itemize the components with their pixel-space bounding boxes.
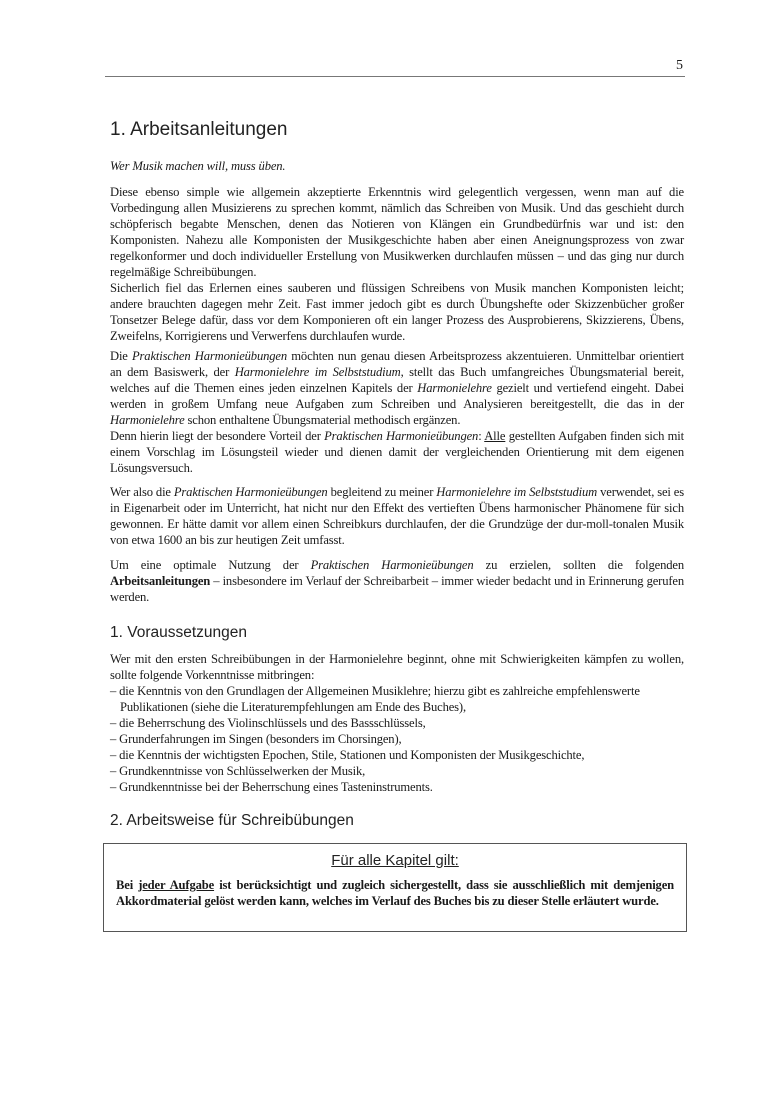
text-run: gezielt und vertiefend eingeht. Dabei werden in großem Umfang neue Aufgaben zum Schreiben und Analysieren bereitgestellt, die das in der: [110, 381, 684, 411]
paragraph: [110, 557, 684, 605]
list-item: – die Beherrschung des Violinschlüssels und des Bassschlüssels,: [110, 716, 426, 730]
box-title: Für alle Kapitel gilt:: [331, 852, 459, 869]
italic-text: Praktischen Harmonieübungen: [324, 429, 479, 443]
text-run: Um eine optimale Nutzung der: [110, 558, 311, 572]
prerequisites-intro: Wer mit den ersten Schreibübungen in der Harmonielehre beginnt, ohne mit Schwierigkeiten kämpfen zu wollen, sollte folgende Vorkenntnisse mitbringen:: [110, 652, 684, 682]
prerequisites-list: [110, 683, 684, 795]
rule-box: [103, 843, 687, 932]
page-number: 5: [676, 58, 683, 73]
text-run: :: [478, 429, 485, 443]
text-run: verwendet, sei es in Eigenarbeit oder im Unterricht, hat nicht nur den Effekt des vertieften Übens harmonischer Phänomene für sich gewonnen. Er hätte damit vor allem einen Schreibkurs durchlaufen, der die Grundzüge der dur-moll-tonalen Musik von etwa 1600 an bis zur heutigen Zeit umfasst.: [110, 485, 684, 547]
text-run: möchten nun genau diesen Arbeitsprozess akzentuieren. Unmittelbar orientiert an dem Basiswerk, der: [110, 349, 684, 379]
text-run: ist berücksichtigt und zugleich sichergestellt, dass sie ausschließlich mit demjenigen Akkordmaterial gelöst werden kann, welches im Verlauf des Buches bis zu dieser Stelle erläutert wurde.: [116, 878, 675, 908]
paragraph: [110, 348, 684, 476]
italic-text: Harmonielehre im Selbststudium: [234, 365, 401, 379]
text-run: – insbesondere im Verlauf der Schreibarbeit – immer wieder bedacht und in Erinnerung gerufen werden.: [110, 574, 684, 604]
list-item: – Grunderfahrungen im Singen (besonders im Chorsingen),: [110, 732, 402, 746]
list-item: – die Kenntnis der wichtigsten Epochen, Stile, Stationen und Komponisten der Musikgeschichte,: [110, 748, 585, 762]
header-rule: [105, 76, 685, 77]
chapter-title: 1. Arbeitsanleitungen: [110, 119, 288, 140]
underlined-text: jeder Aufgabe: [138, 878, 215, 892]
text-run: gestellten Aufgaben finden sich mit einem Vorschlag im Lösungsteil wieder und dienen damit der vergleichenden Orientierung mit dem eigenen Lösungsversuch.: [110, 429, 685, 475]
text-run: schon enthaltene Übungsmaterial methodisch ergänzen.: [184, 413, 461, 427]
italic-text: Harmonielehre: [110, 413, 185, 427]
list-item: – Grundkenntnisse von Schlüsselwerken der Musik,: [110, 764, 366, 778]
text-run: Diese ebenso simple wie allgemein akzeptierte Erkenntnis wird gelegentlich vergessen, wenn man auf die Vorbedingung allen Musizierens zu sprechen kommt, nämlich das Schreiben von Musik. Und das geschieht durch schöpferisch begabte Menschen, denen das Notieren von Klängen ein Grundbedürfnis war und ist: den Komponisten. Nahezu alle Komponisten der Musikgeschichte haben aber einen Aneignungsprozess von zwar regelkonformer und doch individueller Erstellung von Musikwerken durchlaufen müssen – und das ging nur durch regelmäßige Schreibübungen.: [110, 185, 684, 279]
prerequisites: [110, 651, 684, 795]
text-run: zu erzielen, sollten die folgenden: [473, 558, 684, 572]
text-run: Bei: [116, 878, 139, 892]
bold-text: Arbeitsanleitungen: [110, 574, 211, 588]
italic-text: Praktischen Harmonieübungen: [132, 349, 287, 363]
box-text: [116, 877, 674, 909]
list-item: – die Kenntnis von den Grundlagen der Allgemeinen Musiklehre; hierzu gibt es zahlreiche empfehlenswerte Publikationen (siehe die Literaturempfehlungen am Ende des Buches),: [110, 684, 640, 714]
italic-text: Harmonielehre im Selbststudium: [436, 485, 598, 499]
italic-text: Harmonielehre: [417, 381, 492, 395]
underlined-text: Alle: [484, 429, 506, 443]
text-run: begleitend zu meiner: [327, 485, 437, 499]
italic-text: Praktischen Harmonieübungen: [173, 485, 328, 499]
text-run: , stellt das Buch umfangreiches Übungsmaterial bereit, welches auf die Themen eines jeden einzelnen Kapitels der: [110, 365, 684, 395]
text-run: Die: [110, 349, 133, 363]
motto: Wer Musik machen will, muss üben.: [110, 159, 286, 173]
text-run: Denn hierin liegt der besondere Vorteil der: [110, 429, 325, 443]
italic-text: Praktischen Harmonieübungen: [310, 558, 474, 572]
paragraph: [110, 484, 684, 548]
list-item: – Grundkenntnisse bei der Beherrschung eines Tasteninstruments.: [110, 780, 433, 794]
section-heading: 1. Voraussetzungen: [110, 624, 248, 641]
section-heading: 2. Arbeitsweise für Schreibübungen: [110, 812, 354, 829]
paragraph: [110, 184, 684, 344]
text-run: Sicherlich fiel das Erlernen eines sauberen und flüssigen Schreibens von Musik manchen Komponisten leicht; andere brauchten dagegen mehr Zeit. Fast immer jedoch gibt es durch Übungshefte oder Skizzenbücher großer Tonsetzer Belege dafür, dass vor dem Komponieren oft ein langer Prozess des Ausprobierens, Skizzierens, Übens, Zweifelns, Korrigierens und Verwerfens durchlaufen wurde.: [110, 281, 684, 343]
text-run: Wer also die: [110, 485, 174, 499]
